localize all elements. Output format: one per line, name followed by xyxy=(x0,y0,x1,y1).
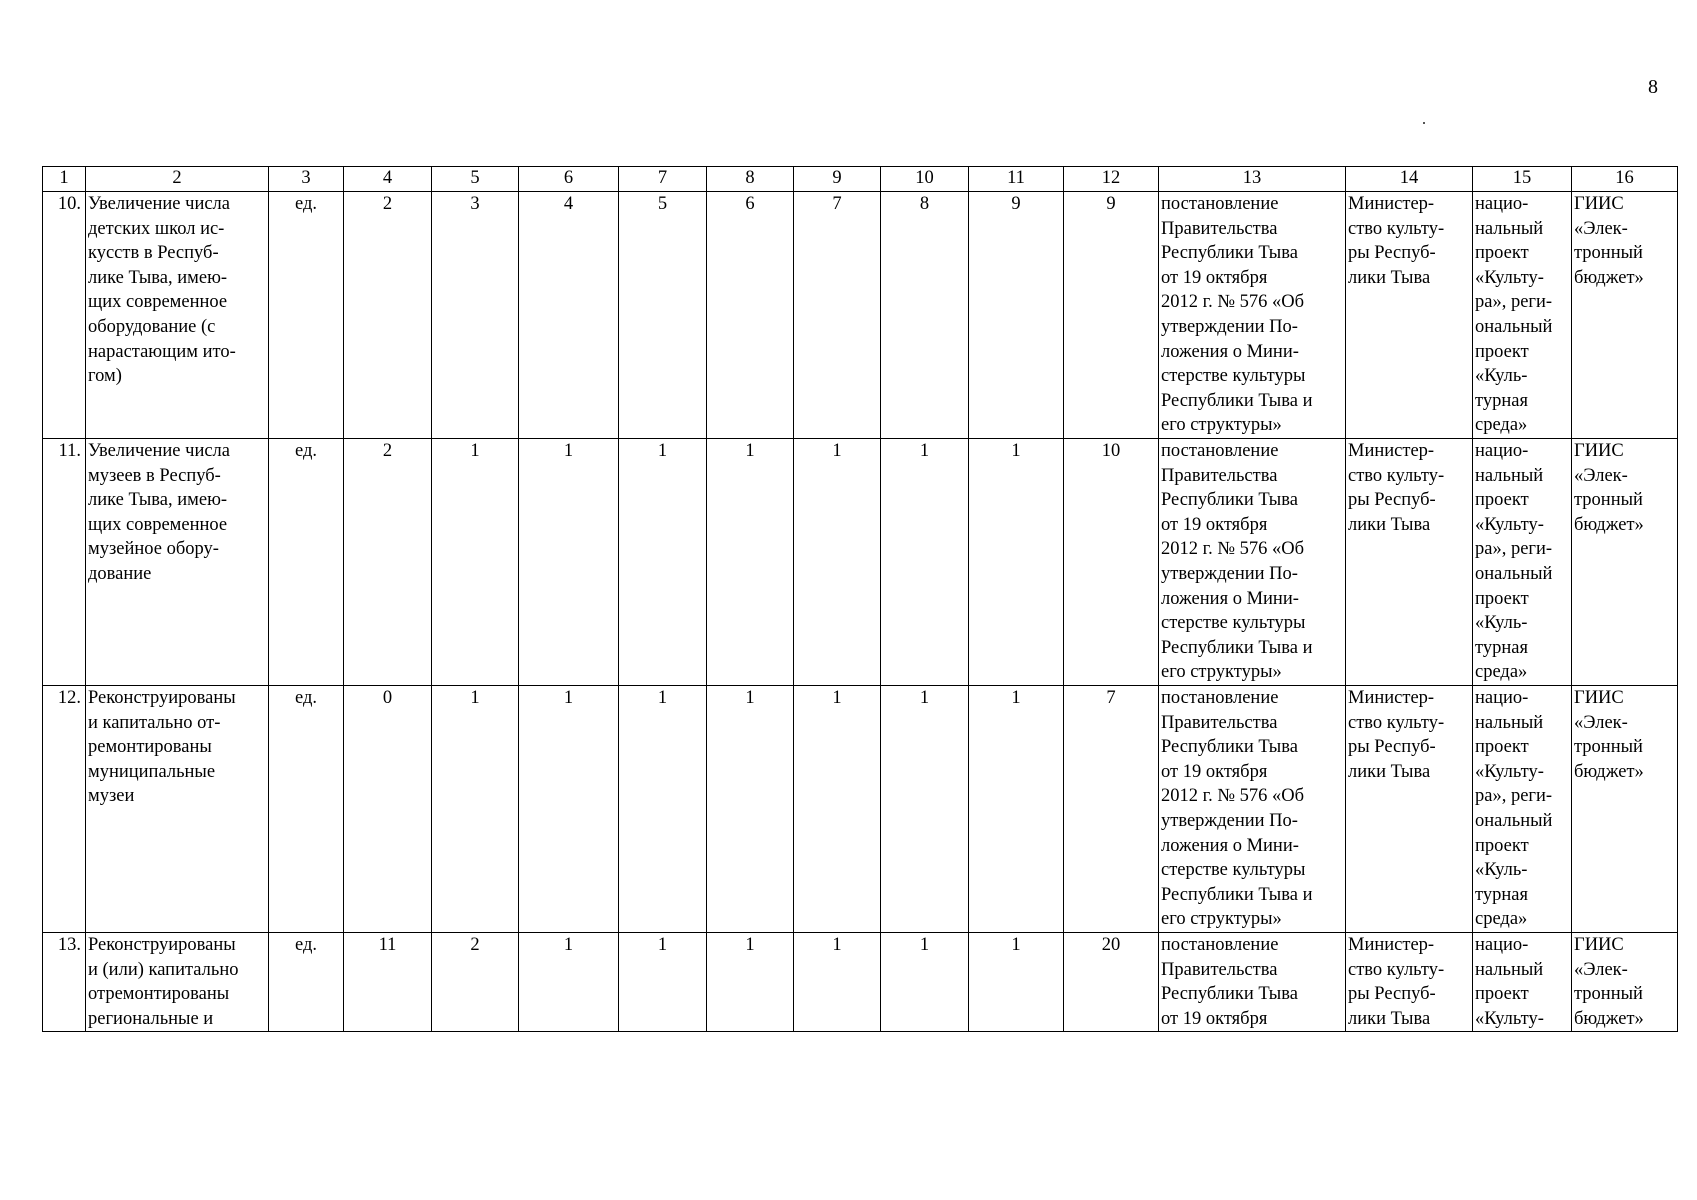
name-line: ремонтированы xyxy=(88,737,212,758)
value-cell: 1 xyxy=(619,686,707,933)
basis-line: ложения о Мини- xyxy=(1161,588,1299,609)
responsible-line: Министер- xyxy=(1348,441,1435,461)
project-line: ональный xyxy=(1475,810,1553,831)
responsible-line: ры Респуб- xyxy=(1348,243,1436,264)
basis-line: Правительства xyxy=(1161,959,1278,980)
system-line: «Элек- xyxy=(1574,712,1628,733)
responsible-line: Министер- xyxy=(1348,935,1435,955)
basis-line: 2012 г. № 576 «Об xyxy=(1161,539,1305,560)
name-line: оборудование (с xyxy=(88,316,216,337)
project-line: нальный xyxy=(1475,959,1544,980)
name-line: и (или) капитально xyxy=(88,959,239,980)
basis-line: его структуры» xyxy=(1161,909,1282,930)
project-line: «Культу- xyxy=(1475,761,1544,782)
project-line: турная xyxy=(1475,637,1528,658)
name-line: щих современное xyxy=(88,514,228,535)
system-line: ГИИС xyxy=(1574,441,1624,461)
project-line: турная xyxy=(1475,390,1528,411)
responsible-line: ры Респуб- xyxy=(1348,737,1436,758)
column-header: 12 xyxy=(1064,167,1159,192)
project-line: ра», реги- xyxy=(1475,539,1553,560)
system-line: бюджет» xyxy=(1574,761,1644,782)
system-line: бюджет» xyxy=(1574,1008,1644,1029)
project-line: ональный xyxy=(1475,316,1553,337)
value-cell: 2 xyxy=(344,192,432,439)
column-header: 9 xyxy=(794,167,881,192)
column-number-row xyxy=(43,167,1678,192)
project-line: ональный xyxy=(1475,563,1553,584)
table-row xyxy=(43,686,1678,933)
value-cell: 5 xyxy=(619,192,707,439)
name-line: региональные и xyxy=(88,1008,214,1029)
responsible-line: Министер- xyxy=(1348,688,1435,708)
value-cell: 3 xyxy=(432,192,519,439)
project-line: ра», реги- xyxy=(1475,292,1553,313)
name-line: дование xyxy=(88,563,152,584)
value-cell: 1 xyxy=(881,933,969,1032)
responsible-body xyxy=(1346,933,1473,1032)
basis-line: Правительства xyxy=(1161,218,1278,239)
value-cell: 1 xyxy=(794,686,881,933)
project-line: нальный xyxy=(1475,218,1544,239)
row-number: 12. xyxy=(43,686,86,933)
scan-speck xyxy=(1423,122,1425,124)
basis-line: Республики Тыва и xyxy=(1161,637,1313,658)
legal-basis xyxy=(1159,686,1346,933)
name-line: муниципальные xyxy=(88,761,216,782)
basis-line: от 19 октября xyxy=(1161,267,1268,288)
name-line: щих современное xyxy=(88,292,228,313)
basis-line: 2012 г. № 576 «Об xyxy=(1161,786,1305,807)
system-cell xyxy=(1572,686,1678,933)
value-cell: 10 xyxy=(1064,439,1159,686)
value-cell: 1 xyxy=(707,439,794,686)
name-line: Реконструированы xyxy=(88,688,236,708)
project-line: нацио- xyxy=(1475,935,1529,955)
row-number: 11. xyxy=(43,439,86,686)
table-row xyxy=(43,192,1678,439)
value-cell: 1 xyxy=(519,439,619,686)
name-line: гом) xyxy=(88,366,122,387)
system-line: тронный xyxy=(1574,984,1643,1005)
unit-cell: ед. xyxy=(269,686,344,933)
value-cell: 1 xyxy=(432,686,519,933)
value-cell: 7 xyxy=(1064,686,1159,933)
name-line: отремонтированы xyxy=(88,984,230,1005)
unit-cell: ед. xyxy=(269,933,344,1032)
table-row xyxy=(43,439,1678,686)
system-line: ГИИС xyxy=(1574,688,1624,708)
value-cell: 2 xyxy=(344,439,432,686)
responsible-line: ры Респуб- xyxy=(1348,490,1436,511)
basis-line: от 19 октября xyxy=(1161,1008,1268,1029)
project-line: среда» xyxy=(1475,909,1528,930)
project-line: среда» xyxy=(1475,662,1528,683)
project-line: проект xyxy=(1475,490,1529,511)
system-line: ГИИС xyxy=(1574,194,1624,214)
responsible-line: ство культу- xyxy=(1348,712,1445,733)
unit-cell: ед. xyxy=(269,439,344,686)
responsible-line: ры Респуб- xyxy=(1348,984,1436,1005)
page-number: 8 xyxy=(1648,76,1658,98)
basis-line: Республики Тыва xyxy=(1161,737,1298,758)
project-line: проект xyxy=(1475,341,1529,362)
system-line: тронный xyxy=(1574,243,1643,264)
basis-line: Республики Тыва xyxy=(1161,243,1298,264)
project-line: «Куль- xyxy=(1475,860,1528,881)
value-cell: 9 xyxy=(1064,192,1159,439)
system-line: ГИИС xyxy=(1574,935,1624,955)
value-cell: 1 xyxy=(619,439,707,686)
system-cell xyxy=(1572,439,1678,686)
basis-line: утверждении По- xyxy=(1161,810,1298,831)
responsible-body xyxy=(1346,192,1473,439)
responsible-line: лики Тыва xyxy=(1348,1008,1431,1029)
responsible-line: лики Тыва xyxy=(1348,267,1431,288)
column-header: 14 xyxy=(1346,167,1473,192)
project-line: проект xyxy=(1475,984,1529,1005)
name-line: Увеличение числа xyxy=(88,194,230,214)
name-line: детских школ ис- xyxy=(88,218,225,239)
system-line: бюджет» xyxy=(1574,514,1644,535)
project-line: ра», реги- xyxy=(1475,786,1553,807)
project-cell xyxy=(1473,439,1572,686)
system-line: тронный xyxy=(1574,737,1643,758)
project-line: нальный xyxy=(1475,465,1544,486)
project-line: «Куль- xyxy=(1475,613,1528,634)
name-line: лике Тыва, имею- xyxy=(88,267,228,288)
project-line: «Куль- xyxy=(1475,366,1528,387)
project-cell xyxy=(1473,686,1572,933)
project-cell xyxy=(1473,933,1572,1032)
basis-line: ложения о Мини- xyxy=(1161,341,1299,362)
value-cell: 1 xyxy=(969,933,1064,1032)
column-header: 8 xyxy=(707,167,794,192)
value-cell: 1 xyxy=(519,933,619,1032)
column-header: 5 xyxy=(432,167,519,192)
responsible-line: ство культу- xyxy=(1348,959,1445,980)
value-cell: 1 xyxy=(969,439,1064,686)
basis-line: его структуры» xyxy=(1161,415,1282,436)
project-line: проект xyxy=(1475,243,1529,264)
indicator-name xyxy=(86,686,269,933)
name-line: Увеличение числа xyxy=(88,441,230,461)
name-line: Реконструированы xyxy=(88,935,236,955)
value-cell: 4 xyxy=(519,192,619,439)
column-header: 2 xyxy=(86,167,269,192)
basis-line: Республики Тыва и xyxy=(1161,390,1313,411)
value-cell: 2 xyxy=(432,933,519,1032)
system-line: «Элек- xyxy=(1574,218,1628,239)
basis-line: стерстве культуры xyxy=(1161,613,1306,634)
value-cell: 0 xyxy=(344,686,432,933)
project-line: нацио- xyxy=(1475,194,1529,214)
column-header: 7 xyxy=(619,167,707,192)
project-line: нацио- xyxy=(1475,441,1529,461)
name-line: лике Тыва, имею- xyxy=(88,490,228,511)
system-line: «Элек- xyxy=(1574,959,1628,980)
basis-line: от 19 октября xyxy=(1161,514,1268,535)
basis-line: стерстве культуры xyxy=(1161,366,1306,387)
name-line: музеев в Респуб- xyxy=(88,465,221,486)
column-header: 1 xyxy=(43,167,86,192)
basis-line: постановление xyxy=(1161,935,1279,955)
basis-line: Республики Тыва xyxy=(1161,490,1298,511)
basis-line: Республики Тыва xyxy=(1161,984,1298,1005)
basis-line: постановление xyxy=(1161,688,1279,708)
indicator-name xyxy=(86,439,269,686)
column-header: 6 xyxy=(519,167,619,192)
responsible-body xyxy=(1346,686,1473,933)
value-cell: 1 xyxy=(881,686,969,933)
name-line: нарастающим ито- xyxy=(88,341,236,362)
name-line: музеи xyxy=(88,786,135,807)
responsible-line: Министер- xyxy=(1348,194,1435,214)
value-cell: 1 xyxy=(881,439,969,686)
column-header: 4 xyxy=(344,167,432,192)
value-cell: 8 xyxy=(881,192,969,439)
project-line: турная xyxy=(1475,884,1528,905)
basis-line: Республики Тыва и xyxy=(1161,884,1313,905)
value-cell: 7 xyxy=(794,192,881,439)
value-cell: 20 xyxy=(1064,933,1159,1032)
system-line: тронный xyxy=(1574,490,1643,511)
basis-line: ложения о Мини- xyxy=(1161,835,1299,856)
project-line: проект xyxy=(1475,835,1529,856)
basis-line: Правительства xyxy=(1161,465,1278,486)
basis-line: утверждении По- xyxy=(1161,563,1298,584)
project-line: «Культу- xyxy=(1475,514,1544,535)
responsible-line: ство культу- xyxy=(1348,465,1445,486)
indicator-name xyxy=(86,933,269,1032)
system-line: «Элек- xyxy=(1574,465,1628,486)
basis-line: стерстве культуры xyxy=(1161,860,1306,881)
column-header: 3 xyxy=(269,167,344,192)
value-cell: 11 xyxy=(344,933,432,1032)
unit-cell: ед. xyxy=(269,192,344,439)
row-number: 10. xyxy=(43,192,86,439)
system-line: бюджет» xyxy=(1574,267,1644,288)
value-cell: 6 xyxy=(707,192,794,439)
value-cell: 1 xyxy=(707,933,794,1032)
column-header: 10 xyxy=(881,167,969,192)
name-line: и капитально от- xyxy=(88,712,221,733)
basis-line: постановление xyxy=(1161,194,1279,214)
responsible-body xyxy=(1346,439,1473,686)
responsible-line: ство культу- xyxy=(1348,218,1445,239)
responsible-line: лики Тыва xyxy=(1348,514,1431,535)
legal-basis xyxy=(1159,933,1346,1032)
basis-line: от 19 октября xyxy=(1161,761,1268,782)
project-line: среда» xyxy=(1475,415,1528,436)
responsible-line: лики Тыва xyxy=(1348,761,1431,782)
column-header: 16 xyxy=(1572,167,1678,192)
value-cell: 1 xyxy=(794,439,881,686)
project-cell xyxy=(1473,192,1572,439)
project-line: проект xyxy=(1475,737,1529,758)
legal-basis xyxy=(1159,439,1346,686)
name-line: музейное обору- xyxy=(88,539,219,560)
legal-basis xyxy=(1159,192,1346,439)
value-cell: 1 xyxy=(519,686,619,933)
project-line: «Культу- xyxy=(1475,267,1544,288)
basis-line: его структуры» xyxy=(1161,662,1282,683)
project-line: нацио- xyxy=(1475,688,1529,708)
basis-line: постановление xyxy=(1161,441,1279,461)
value-cell: 1 xyxy=(969,686,1064,933)
column-header: 15 xyxy=(1473,167,1572,192)
value-cell: 1 xyxy=(432,439,519,686)
value-cell: 1 xyxy=(619,933,707,1032)
column-header: 11 xyxy=(969,167,1064,192)
basis-line: 2012 г. № 576 «Об xyxy=(1161,292,1305,313)
indicators-table xyxy=(42,166,1678,1032)
system-cell xyxy=(1572,933,1678,1032)
project-line: «Культу- xyxy=(1475,1008,1544,1029)
system-cell xyxy=(1572,192,1678,439)
name-line: кусств в Респуб- xyxy=(88,243,219,264)
basis-line: утверждении По- xyxy=(1161,316,1298,337)
column-header: 13 xyxy=(1159,167,1346,192)
project-line: проект xyxy=(1475,588,1529,609)
row-number: 13. xyxy=(43,933,86,1032)
project-line: нальный xyxy=(1475,712,1544,733)
value-cell: 9 xyxy=(969,192,1064,439)
value-cell: 1 xyxy=(794,933,881,1032)
table-row xyxy=(43,933,1678,1032)
indicator-name xyxy=(86,192,269,439)
basis-line: Правительства xyxy=(1161,712,1278,733)
value-cell: 1 xyxy=(707,686,794,933)
